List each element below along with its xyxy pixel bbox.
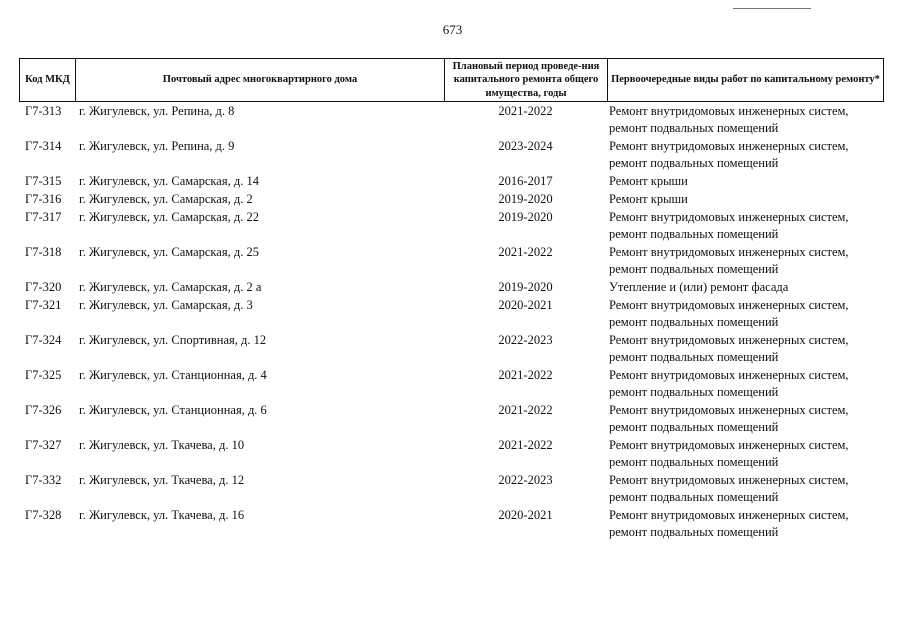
cell-period: 2022-2023 (498, 473, 553, 487)
table-row (19, 437, 884, 471)
cell-address: г. Жигулевск, ул. Самарская, д. 3 (79, 298, 253, 312)
cell-period: 2020-2021 (498, 298, 553, 312)
cell-works: Ремонт внутридомовых инженерных систем, ремонт подвальных помещений (609, 473, 849, 504)
cell-period: 2020-2021 (498, 508, 553, 522)
cell-period: 2019-2020 (498, 280, 553, 294)
cell-code: Г7-320 (25, 280, 62, 294)
cell-code: Г7-316 (25, 192, 62, 206)
header-works: Первоочередные виды работ по капитальному ремонту* (607, 59, 884, 101)
cell-address: г. Жигулевск, ул. Станционная, д. 6 (79, 403, 267, 417)
cell-code: Г7-321 (25, 298, 62, 312)
cell-works: Ремонт внутридомовых инженерных систем, ремонт подвальных помещений (609, 298, 849, 329)
table-row (19, 332, 884, 366)
table-body (19, 103, 884, 542)
cell-address: г. Жигулевск, ул. Спортивная, д. 12 (79, 333, 267, 347)
table-row (19, 209, 884, 243)
cell-address: г. Жигулевск, ул. Репина, д. 8 (79, 104, 235, 118)
cell-works: Ремонт внутридомовых инженерных систем, ремонт подвальных помещений (609, 368, 849, 399)
cell-period: 2021-2022 (498, 368, 553, 382)
cell-works: Ремонт крыши (609, 192, 688, 206)
cell-code: Г7-326 (25, 403, 62, 417)
cell-period: 2016-2017 (498, 174, 553, 188)
cell-period: 2021-2022 (498, 438, 553, 452)
table-row (19, 103, 884, 137)
cell-address: г. Жигулевск, ул. Самарская, д. 25 (79, 245, 259, 259)
cell-code: Г7-313 (25, 104, 62, 118)
cell-address: г. Жигулевск, ул. Ткачева, д. 12 (79, 473, 245, 487)
header-address: Почтовый адрес многоквартирного дома (75, 59, 444, 101)
cell-code: Г7-332 (25, 473, 62, 487)
cell-period: 2021-2022 (498, 403, 553, 417)
cell-works: Ремонт внутридомовых инженерных систем, ремонт подвальных помещений (609, 210, 849, 241)
table-row (19, 297, 884, 331)
table-row (19, 279, 884, 296)
cell-works: Ремонт внутридомовых инженерных систем, ремонт подвальных помещений (609, 245, 849, 276)
cell-works: Ремонт внутридомовых инженерных систем, ремонт подвальных помещений (609, 333, 849, 364)
cell-works: Ремонт внутридомовых инженерных систем, ремонт подвальных помещений (609, 139, 849, 170)
cell-address: г. Жигулевск, ул. Самарская, д. 2 а (79, 280, 262, 294)
cell-works: Ремонт внутридомовых инженерных систем, ремонт подвальных помещений (609, 438, 849, 469)
cell-period: 2019-2020 (498, 192, 553, 206)
cell-address: г. Жигулевск, ул. Ткачева, д. 10 (79, 438, 245, 452)
top-rule-mark (733, 8, 811, 9)
header-period: Плановый период проведе-ния капитального ремонта общего имущества, годы (444, 59, 607, 101)
cell-code: Г7-318 (25, 245, 62, 259)
cell-works: Ремонт внутридомовых инженерных систем, ремонт подвальных помещений (609, 403, 849, 434)
cell-address: г. Жигулевск, ул. Самарская, д. 22 (79, 210, 259, 224)
cell-works: Утепление и (или) ремонт фасада (609, 280, 789, 294)
cell-code: Г7-327 (25, 438, 62, 452)
cell-works: Ремонт внутридомовых инженерных систем, ремонт подвальных помещений (609, 104, 849, 135)
table-row (19, 472, 884, 506)
table-header (19, 58, 884, 102)
cell-period: 2023-2024 (498, 139, 553, 153)
table-row (19, 507, 884, 541)
cell-address: г. Жигулевск, ул. Ткачева, д. 16 (79, 508, 245, 522)
page-number: 673 (442, 22, 463, 37)
cell-address: г. Жигулевск, ул. Станционная, д. 4 (79, 368, 267, 382)
cell-address: г. Жигулевск, ул. Репина, д. 9 (79, 139, 235, 153)
cell-code: Г7-324 (25, 333, 62, 347)
cell-works: Ремонт крыши (609, 174, 688, 188)
table-row (19, 173, 884, 190)
table-row (19, 402, 884, 436)
header-code: Код МКД (19, 59, 75, 101)
cell-period: 2019-2020 (498, 210, 553, 224)
cell-code: Г7-317 (25, 210, 62, 224)
cell-period: 2021-2022 (498, 245, 553, 259)
table-row (19, 244, 884, 278)
table-row (19, 138, 884, 172)
cell-period: 2022-2023 (498, 333, 553, 347)
table-row (19, 367, 884, 401)
cell-code: Г7-314 (25, 139, 62, 153)
table-row (19, 191, 884, 208)
cell-code: Г7-328 (25, 508, 62, 522)
cell-code: Г7-325 (25, 368, 62, 382)
cell-code: Г7-315 (25, 174, 62, 188)
cell-address: г. Жигулевск, ул. Самарская, д. 14 (79, 174, 259, 188)
cell-period: 2021-2022 (498, 104, 553, 118)
cell-address: г. Жигулевск, ул. Самарская, д. 2 (79, 192, 253, 206)
cell-works: Ремонт внутридомовых инженерных систем, ремонт подвальных помещений (609, 508, 849, 539)
